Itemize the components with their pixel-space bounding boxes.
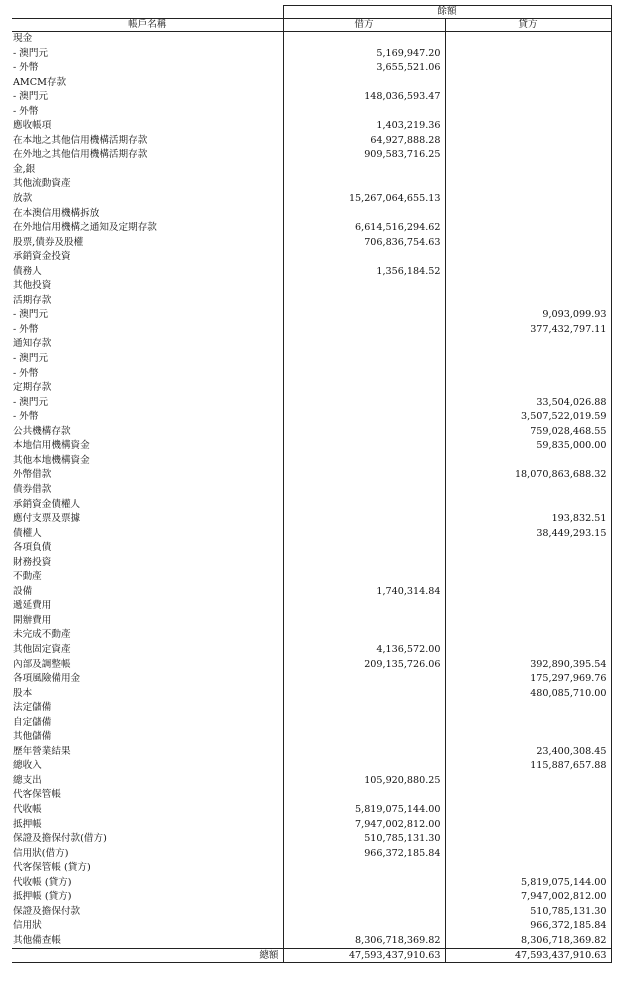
total-label: 總額 [12, 949, 283, 963]
table-row [12, 90, 611, 105]
table-row [12, 847, 611, 862]
credit-cell [445, 47, 611, 62]
credit-cell: 193,832.51 [445, 512, 611, 527]
table-row [12, 716, 611, 731]
credit-cell [445, 352, 611, 367]
credit-cell: 115,887,657.88 [445, 759, 611, 774]
debit-cell [283, 541, 445, 556]
debit-cell [283, 628, 445, 643]
credit-cell [445, 556, 611, 571]
total-debit: 47,593,437,910.63 [283, 949, 445, 963]
account-name-cell: 其他本地機構資金 [13, 454, 90, 466]
table-row [12, 352, 611, 367]
credit-cell: 480,085,710.00 [445, 687, 611, 702]
credit-cell: 392,890,395.54 [445, 658, 611, 673]
debit-cell: 510,785,131.30 [283, 832, 445, 847]
credit-cell [445, 599, 611, 614]
debit-cell [283, 745, 445, 760]
debit-cell [283, 905, 445, 920]
table-row [12, 483, 611, 498]
table-row [12, 570, 611, 585]
account-name-cell: 未完成不動產 [13, 629, 71, 641]
credit-cell [445, 861, 611, 876]
account-name-cell: 外幣借款 [13, 469, 52, 481]
debit-cell: 7,947,002,812.00 [283, 818, 445, 833]
account-name-cell: 不動產 [13, 571, 42, 583]
table-row [12, 367, 611, 382]
credit-cell [445, 614, 611, 629]
account-name-cell: 信用狀(借方) [13, 847, 69, 859]
table-row [12, 163, 611, 178]
account-name-cell: 財務投資 [13, 556, 52, 568]
table-row [12, 454, 611, 469]
table-row [12, 876, 611, 891]
debit-cell [283, 527, 445, 542]
account-name-cell: 總支出 [13, 774, 42, 786]
table-row [12, 556, 611, 571]
credit-cell [445, 61, 611, 76]
debit-cell [283, 730, 445, 745]
credit-cell [445, 90, 611, 105]
account-name-cell: 承銷資金債權人 [13, 498, 81, 510]
account-name-cell: 公共機構存款 [13, 425, 71, 437]
account-name-cell: 在外地之其他信用機構活期存款 [13, 149, 148, 161]
table-row [12, 381, 611, 396]
account-name-cell: 代收帳 [13, 803, 42, 815]
credit-cell [445, 221, 611, 236]
credit-cell [445, 119, 611, 134]
account-name-cell: 抵押帳 [13, 818, 42, 830]
debit-cell: 1,740,314.84 [283, 585, 445, 600]
credit-cell [445, 294, 611, 309]
debit-cell [283, 308, 445, 323]
account-name-cell: 現金 [13, 33, 33, 44]
account-name-cell: 活期存款 [13, 294, 52, 306]
debit-cell [283, 454, 445, 469]
credit-cell [445, 454, 611, 469]
credit-cell [445, 730, 611, 745]
debit-cell [283, 498, 445, 513]
table-row [12, 498, 611, 513]
credit-cell [445, 163, 611, 178]
debit-cell: 5,819,075,144.00 [283, 803, 445, 818]
debit-cell [283, 890, 445, 905]
debit-cell [283, 367, 445, 382]
debit-header: 借方 [283, 19, 445, 32]
table-row [12, 774, 611, 789]
total-credit: 47,593,437,910.63 [445, 949, 611, 963]
credit-cell [445, 774, 611, 789]
account-name-cell: 債務人 [13, 265, 42, 277]
credit-cell: 8,306,718,369.82 [445, 934, 611, 949]
credit-cell [445, 192, 611, 207]
credit-cell: 510,785,131.30 [445, 905, 611, 920]
account-name-cell: 信用狀 [13, 920, 42, 932]
table-row [12, 672, 611, 687]
account-name-cell: AMCM存款 [13, 76, 67, 88]
credit-cell: 759,028,468.55 [445, 425, 611, 440]
table-row [12, 628, 611, 643]
account-name-cell: 在本澳信用機構拆放 [13, 207, 100, 219]
account-name-cell: - 澳門元 [13, 309, 49, 321]
account-name-cell: 應付支票及票據 [13, 513, 81, 525]
table-row [12, 148, 611, 163]
credit-cell [445, 134, 611, 149]
credit-cell [445, 585, 611, 600]
debit-cell [283, 599, 445, 614]
table-row [12, 207, 611, 222]
credit-header: 貸方 [445, 19, 611, 32]
balance-table [12, 5, 612, 963]
table-row [12, 308, 611, 323]
table-row [12, 643, 611, 658]
account-name-cell: - 外幣 [13, 323, 39, 335]
table-row [12, 803, 611, 818]
debit-cell [283, 701, 445, 716]
credit-cell [445, 177, 611, 192]
table-row [12, 658, 611, 673]
table-row [12, 614, 611, 629]
debit-cell [283, 105, 445, 120]
table-row [12, 890, 611, 905]
credit-cell [445, 279, 611, 294]
table-row [12, 265, 611, 280]
credit-cell: 38,449,293.15 [445, 527, 611, 542]
account-name-cell: - 外幣 [13, 411, 39, 423]
debit-cell [283, 919, 445, 934]
debit-cell [283, 861, 445, 876]
account-name-cell: 代收帳 (貸方) [13, 876, 72, 888]
header-row-balance [12, 6, 611, 19]
account-name-cell: 設備 [13, 585, 33, 597]
debit-cell [283, 207, 445, 222]
account-name-cell: - 外幣 [13, 105, 39, 117]
table-row [12, 294, 611, 309]
debit-cell: 3,655,521.06 [283, 61, 445, 76]
credit-cell: 18,070,863,688.32 [445, 468, 611, 483]
credit-cell [445, 32, 611, 47]
table-row [12, 759, 611, 774]
debit-cell: 148,036,593.47 [283, 90, 445, 105]
table-row [12, 788, 611, 803]
debit-cell [283, 788, 445, 803]
account-name-cell: 債權人 [13, 527, 42, 539]
debit-cell [283, 716, 445, 731]
table-row [12, 323, 611, 338]
balance-sheet [12, 5, 611, 963]
debit-cell [283, 177, 445, 192]
account-name-cell: 內部及調整帳 [13, 658, 71, 670]
credit-cell [445, 236, 611, 251]
debit-cell: 1,403,219.36 [283, 119, 445, 134]
table-row [12, 527, 611, 542]
debit-cell: 209,135,726.06 [283, 658, 445, 673]
account-name-cell: 各項負債 [13, 542, 52, 554]
account-name-cell: 法定儲備 [13, 702, 52, 714]
account-name-cell: - 澳門元 [13, 91, 49, 103]
debit-cell: 966,372,185.84 [283, 847, 445, 862]
debit-cell: 5,169,947.20 [283, 47, 445, 62]
table-row [12, 919, 611, 934]
credit-cell [445, 541, 611, 556]
account-name-cell: 代客保管帳 (貸方) [13, 862, 91, 874]
credit-cell [445, 818, 611, 833]
credit-cell [445, 716, 611, 731]
account-name-cell: 債券借款 [13, 483, 52, 495]
table-row [12, 585, 611, 600]
debit-cell [283, 672, 445, 687]
debit-cell [283, 250, 445, 265]
table-row [12, 221, 611, 236]
account-name-cell: 其他投資 [13, 280, 52, 292]
credit-cell [445, 832, 611, 847]
account-name-cell: 應收帳項 [13, 120, 52, 132]
account-name-cell: 抵押帳 (貸方) [13, 891, 72, 903]
table-row [12, 905, 611, 920]
table-body [12, 32, 611, 949]
table-row [12, 279, 611, 294]
credit-cell: 23,400,308.45 [445, 745, 611, 760]
credit-cell: 5,819,075,144.00 [445, 876, 611, 891]
credit-cell: 377,432,797.11 [445, 323, 611, 338]
credit-cell [445, 483, 611, 498]
debit-cell [283, 294, 445, 309]
account-name-cell: 定期存款 [13, 382, 52, 394]
table-row [12, 32, 611, 47]
debit-cell [283, 396, 445, 411]
credit-cell [445, 148, 611, 163]
table-row [12, 105, 611, 120]
credit-cell: 59,835,000.00 [445, 439, 611, 454]
debit-cell [283, 570, 445, 585]
account-name-cell: 在外地信用機構之通知及定期存款 [13, 222, 157, 234]
table-row [12, 730, 611, 745]
account-name-cell: 代客保管帳 [13, 789, 61, 801]
table-row [12, 512, 611, 527]
debit-cell: 15,267,064,655.13 [283, 192, 445, 207]
table-row [12, 861, 611, 876]
account-name-cell: 本地信用機構資金 [13, 440, 90, 452]
account-name-cell: 開辦費用 [13, 614, 52, 626]
table-row [12, 250, 611, 265]
header-spacer [12, 6, 283, 19]
debit-cell [283, 279, 445, 294]
debit-cell [283, 76, 445, 91]
table-row [12, 76, 611, 91]
credit-cell [445, 788, 611, 803]
credit-cell [445, 265, 611, 280]
account-name-cell: 保證及擔保付款 [13, 905, 81, 917]
debit-cell [283, 876, 445, 891]
table-row [12, 687, 611, 702]
table-row [12, 119, 611, 134]
credit-cell [445, 498, 611, 513]
account-name-cell: 承銷資金投資 [13, 251, 71, 263]
account-name-cell: 通知存款 [13, 338, 52, 350]
total-row [12, 949, 611, 963]
debit-cell [283, 468, 445, 483]
table-row [12, 236, 611, 251]
debit-cell [283, 687, 445, 702]
credit-cell [445, 847, 611, 862]
credit-cell [445, 337, 611, 352]
debit-cell [283, 337, 445, 352]
credit-cell: 966,372,185.84 [445, 919, 611, 934]
credit-cell: 3,507,522,019.59 [445, 410, 611, 425]
account-name-cell: 其他備查帳 [13, 934, 61, 946]
table-row [12, 541, 611, 556]
table-row [12, 192, 611, 207]
table-row [12, 134, 611, 149]
credit-cell [445, 628, 611, 643]
debit-cell [283, 512, 445, 527]
credit-cell [445, 250, 611, 265]
debit-cell [283, 483, 445, 498]
account-name-cell: 遞延費用 [13, 600, 52, 612]
debit-cell [283, 614, 445, 629]
account-name-cell: 金,銀 [13, 163, 36, 175]
account-name-cell: 各項風險備用金 [13, 673, 81, 685]
account-name-cell: - 澳門元 [13, 396, 49, 408]
debit-cell: 6,614,516,294.62 [283, 221, 445, 236]
credit-cell [445, 643, 611, 658]
table-row [12, 818, 611, 833]
table-row [12, 396, 611, 411]
account-name-header: 帳戶名稱 [12, 19, 283, 32]
account-name-cell: 放款 [13, 193, 33, 205]
account-name-cell: - 外幣 [13, 367, 39, 379]
debit-cell [283, 352, 445, 367]
account-name-cell: - 澳門元 [13, 47, 49, 59]
table-row [12, 745, 611, 760]
account-name-cell: 在本地之其他信用機構活期存款 [13, 134, 148, 146]
table-row [12, 832, 611, 847]
debit-cell: 909,583,716.25 [283, 148, 445, 163]
credit-cell [445, 701, 611, 716]
credit-cell: 9,093,099.93 [445, 308, 611, 323]
account-name-cell: 其他儲備 [13, 731, 52, 743]
account-name-cell: 自定儲備 [13, 716, 52, 728]
debit-cell: 64,927,888.28 [283, 134, 445, 149]
debit-cell [283, 759, 445, 774]
table-row [12, 337, 611, 352]
credit-cell [445, 105, 611, 120]
account-name-cell: 總收入 [13, 760, 42, 772]
account-name-cell: 其他流動資產 [13, 178, 71, 190]
credit-cell: 7,947,002,812.00 [445, 890, 611, 905]
debit-cell: 1,356,184.52 [283, 265, 445, 280]
debit-cell [283, 410, 445, 425]
debit-cell: 8,306,718,369.82 [283, 934, 445, 949]
credit-cell: 33,504,026.88 [445, 396, 611, 411]
debit-cell [283, 32, 445, 47]
account-name-cell: 歷年營業結果 [13, 745, 71, 757]
credit-cell [445, 570, 611, 585]
debit-cell [283, 323, 445, 338]
account-name-cell: - 外幣 [13, 62, 39, 74]
debit-cell [283, 163, 445, 178]
credit-cell: 175,297,969.76 [445, 672, 611, 687]
credit-cell [445, 207, 611, 222]
debit-cell: 706,836,754.63 [283, 236, 445, 251]
account-name-cell: 其他固定資產 [13, 643, 71, 655]
debit-cell [283, 425, 445, 440]
debit-cell [283, 439, 445, 454]
table-row [12, 599, 611, 614]
debit-cell [283, 556, 445, 571]
debit-cell [283, 381, 445, 396]
table-row [12, 439, 611, 454]
header-row-columns [12, 19, 611, 32]
table-row [12, 61, 611, 76]
credit-cell [445, 803, 611, 818]
account-name-cell: 股本 [13, 687, 33, 699]
table-row [12, 47, 611, 62]
table-row [12, 425, 611, 440]
account-name-cell: - 澳門元 [13, 353, 49, 365]
account-name-cell: 股票,債券及股權 [13, 236, 84, 248]
table-row [12, 410, 611, 425]
table-row [12, 468, 611, 483]
balance-header: 餘額 [283, 6, 611, 19]
debit-cell: 4,136,572.00 [283, 643, 445, 658]
account-name-cell: 保證及擔保付款(借方) [13, 833, 107, 845]
credit-cell [445, 76, 611, 91]
table-row [12, 934, 611, 949]
credit-cell [445, 367, 611, 382]
credit-cell [445, 381, 611, 396]
table-row [12, 177, 611, 192]
table-row [12, 701, 611, 716]
debit-cell: 105,920,880.25 [283, 774, 445, 789]
